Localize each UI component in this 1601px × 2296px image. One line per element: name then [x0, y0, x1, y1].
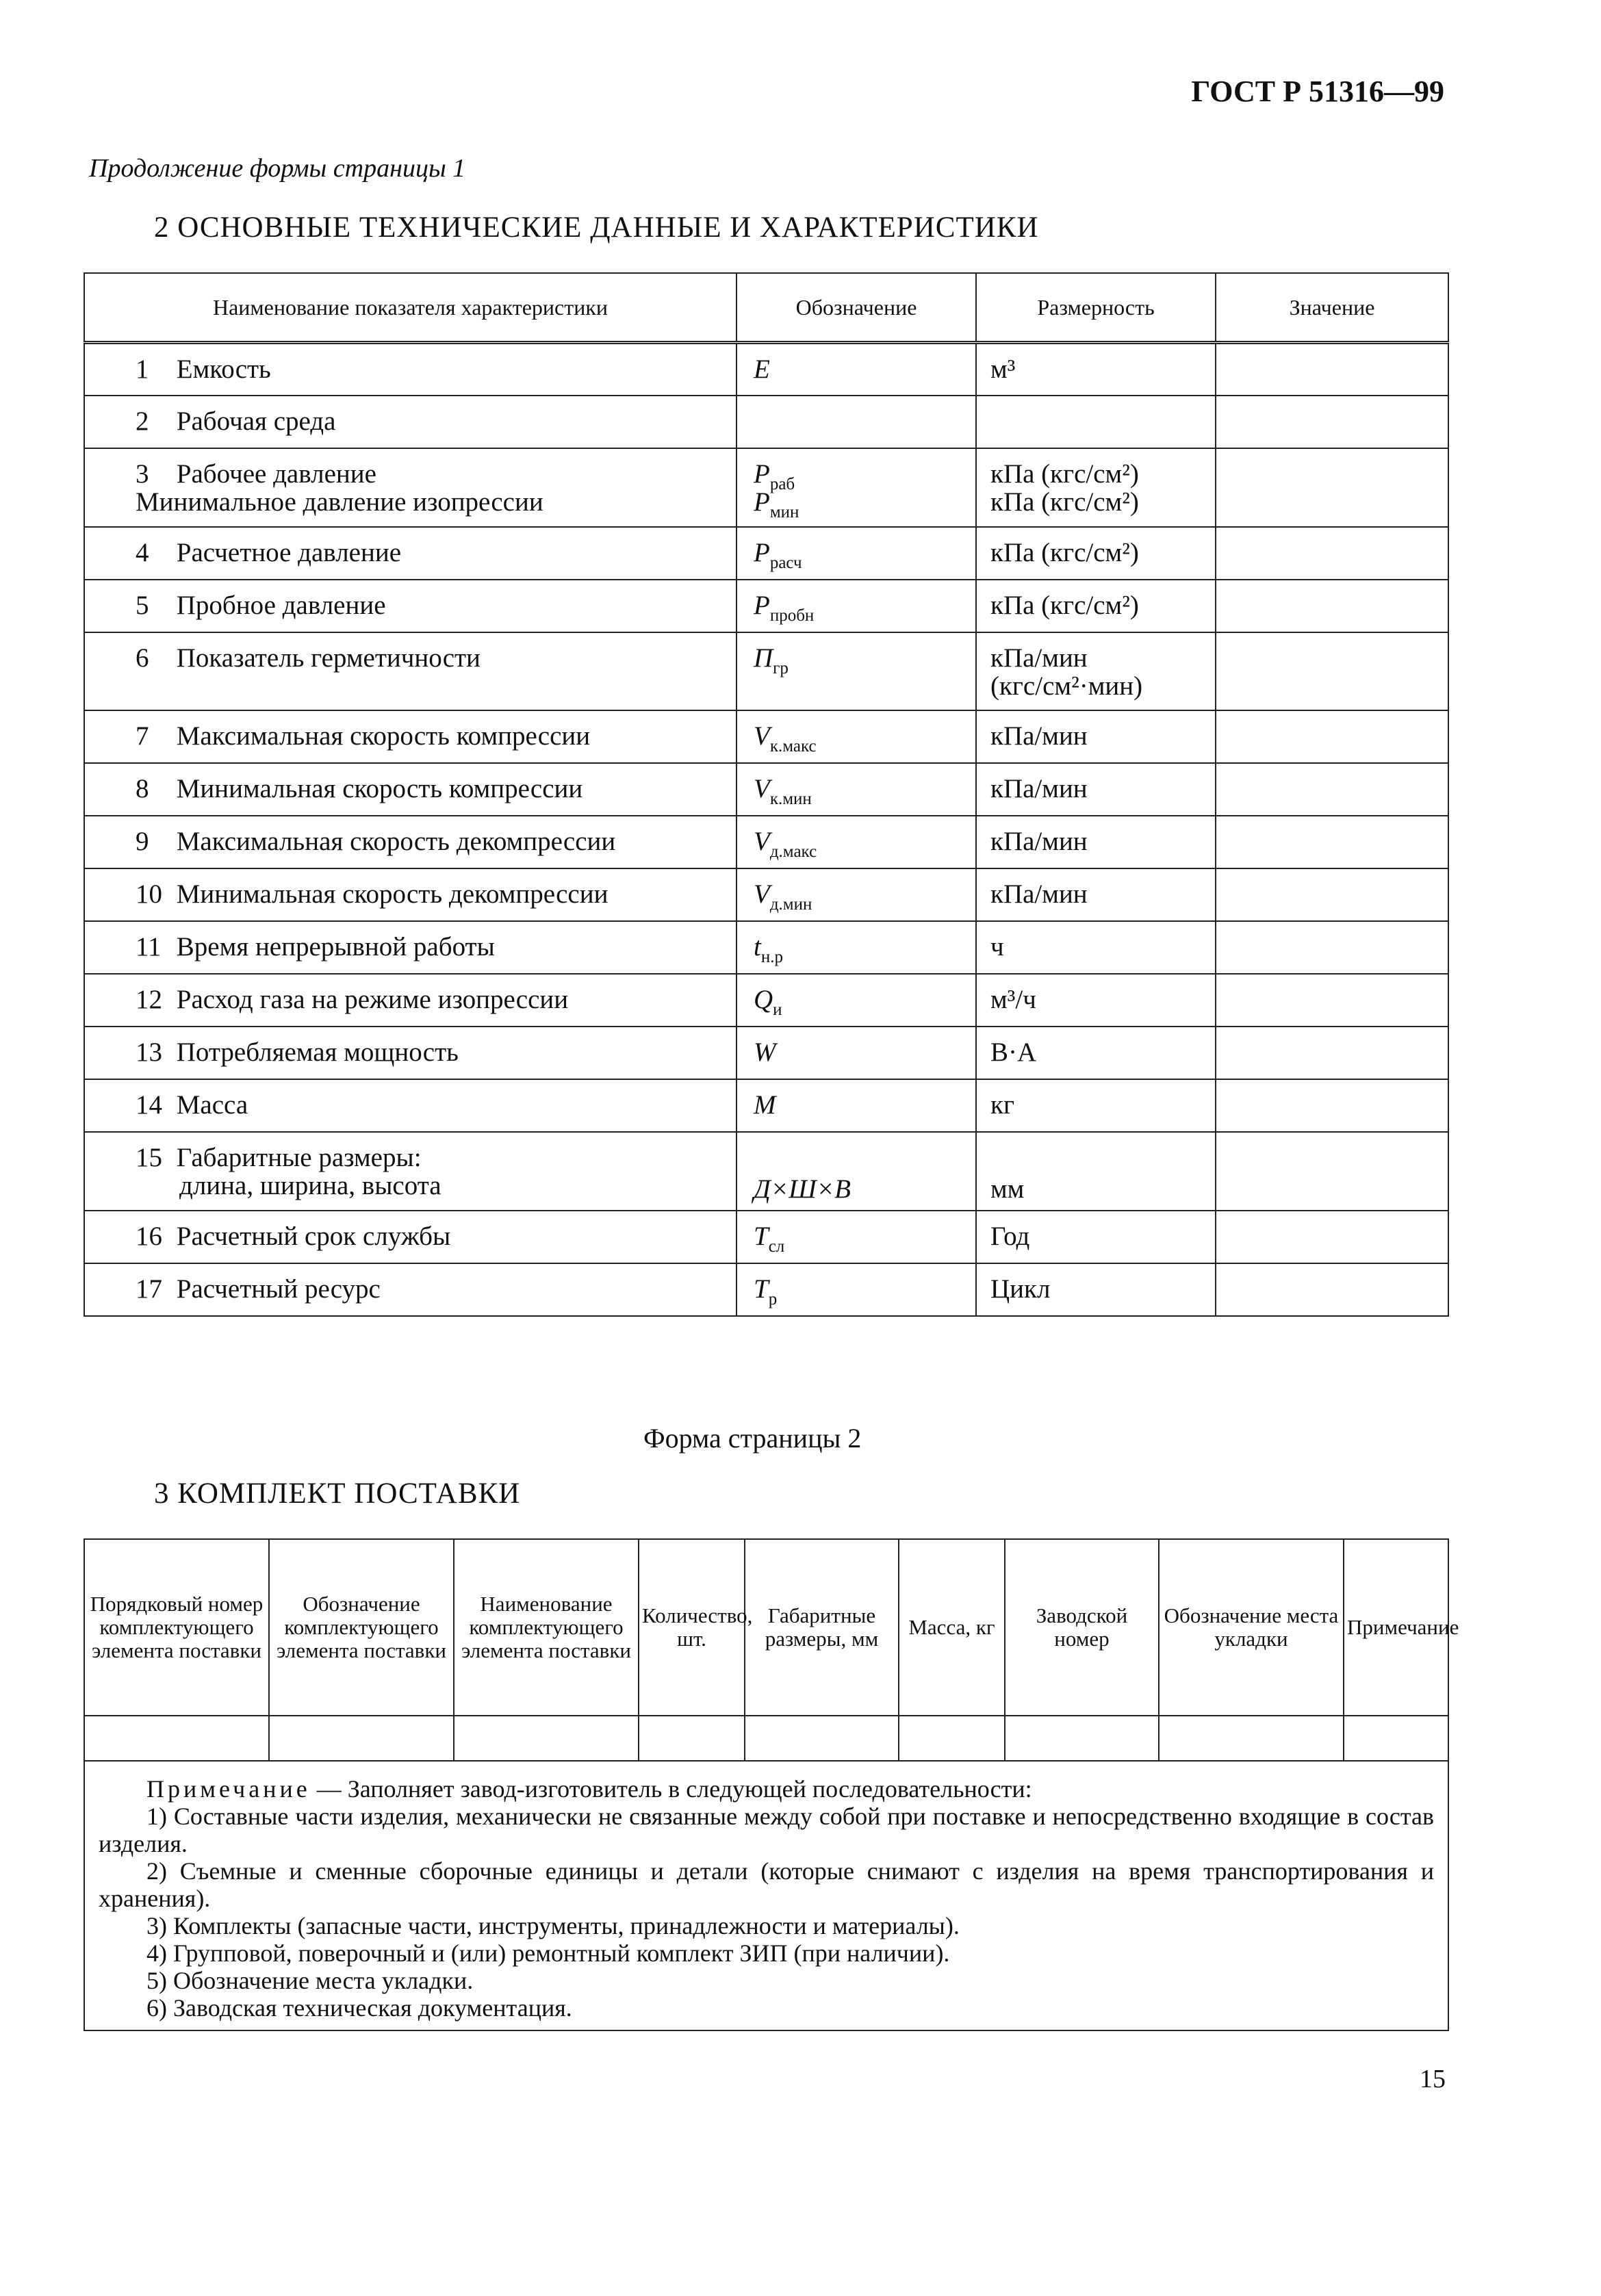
- table-row: [84, 1132, 1448, 1211]
- table-row: [84, 1716, 1448, 1761]
- empty-cell: [899, 1716, 1005, 1761]
- characteristic-value: [1216, 868, 1448, 921]
- characteristic-unit: В·А: [976, 1027, 1216, 1079]
- characteristic-unit: мм: [976, 1132, 1216, 1211]
- characteristic-name: 15 Габаритные размеры: длина, ширина, высота: [84, 1132, 737, 1211]
- characteristic-value: [1216, 921, 1448, 974]
- column-header: Количество, шт.: [639, 1539, 745, 1716]
- empty-cell: [269, 1716, 454, 1761]
- table-row: [84, 868, 1448, 921]
- characteristic-value: [1216, 448, 1448, 527]
- section3-title: 3 КОМПЛЕКТ ПОСТАВКИ: [154, 1478, 521, 1510]
- characteristic-symbol: $t_{н.р}$: [737, 921, 976, 974]
- characteristic-symbol: $V_{к.мин}$: [737, 763, 976, 816]
- note-item: 5) Обозначение места укладки.: [146, 1967, 474, 1994]
- characteristic-symbol: [737, 396, 976, 448]
- characteristic-unit: кПа/мин: [976, 763, 1216, 816]
- note-item: 4) Групповой, поверочный и (или) ремонтный комплект ЗИП (при наличии).: [146, 1939, 950, 1967]
- page-number: 15: [1420, 2065, 1446, 2093]
- table-row: [84, 921, 1448, 974]
- table-row: [84, 1263, 1448, 1316]
- characteristic-symbol: $T_р$: [737, 1263, 976, 1316]
- column-header: Обозначение: [737, 273, 976, 343]
- characteristic-value: [1216, 974, 1448, 1027]
- characteristic-name: 17 Расчетный ресурс: [84, 1263, 737, 1316]
- characteristic-value: [1216, 1211, 1448, 1263]
- empty-cell: [745, 1716, 899, 1761]
- characteristic-unit: Цикл: [976, 1263, 1216, 1316]
- characteristic-symbol: $T_{сл}$: [737, 1211, 976, 1263]
- characteristic-symbol: $P_{раб}$ $P_{мин}$: [737, 448, 976, 527]
- characteristic-symbol: $V_{д.мин}$: [737, 868, 976, 921]
- column-header: Наименование показателя характеристики: [84, 273, 737, 343]
- technical-data-table: [84, 272, 1449, 1317]
- characteristic-symbol: $Q_и$: [737, 974, 976, 1027]
- column-header: Заводской номер: [1005, 1539, 1159, 1716]
- characteristic-value: [1216, 396, 1448, 448]
- characteristic-name: 16 Расчетный срок службы: [84, 1211, 737, 1263]
- characteristic-value: [1216, 1027, 1448, 1079]
- characteristic-value: [1216, 763, 1448, 816]
- supply-kit-table: [84, 1538, 1459, 2031]
- characteristic-name: 3 Рабочее давление Минимальное давление изопрессии: [84, 448, 737, 527]
- table-row: [84, 1027, 1448, 1079]
- characteristic-name: 14 Масса: [84, 1079, 737, 1132]
- characteristic-name: 6 Показатель герметичности: [84, 632, 737, 710]
- table-row: [84, 1211, 1448, 1263]
- characteristic-name: 10 Минимальная скорость декомпрессии: [84, 868, 737, 921]
- characteristic-name: 9 Максимальная скорость декомпрессии: [84, 816, 737, 868]
- table-row: [84, 396, 1448, 448]
- characteristic-unit: [976, 396, 1216, 448]
- characteristic-name: 5 Пробное давление: [84, 580, 737, 632]
- column-header: Значение: [1216, 273, 1448, 343]
- table-row: [84, 448, 1448, 527]
- characteristic-value: [1216, 632, 1448, 710]
- characteristic-unit: кПа/мин (кгс/см²·мин): [976, 632, 1216, 710]
- table-row: [84, 816, 1448, 868]
- table-header-row: [84, 273, 1448, 343]
- table-row: [84, 763, 1448, 816]
- characteristic-value: [1216, 710, 1448, 763]
- note-row: [84, 1761, 1448, 2030]
- characteristic-value: [1216, 1132, 1448, 1211]
- characteristic-value: [1216, 1079, 1448, 1132]
- column-header: Примечание: [1344, 1539, 1448, 1716]
- characteristic-unit: кПа (кгс/см²): [976, 580, 1216, 632]
- page2-form-label: Форма страницы 2: [643, 1423, 862, 1454]
- characteristic-name: 2 Рабочая среда: [84, 396, 737, 448]
- table-row: [84, 974, 1448, 1027]
- note-item: 3) Комплекты (запасные части, инструменты, принадлежности и материалы).: [146, 1912, 960, 1939]
- column-header: Размерность: [976, 273, 1216, 343]
- characteristic-name: 1 Емкость: [84, 343, 737, 396]
- characteristic-unit: кг: [976, 1079, 1216, 1132]
- characteristic-value: [1216, 343, 1448, 396]
- characteristic-unit: кПа/мин: [976, 710, 1216, 763]
- note-intro: Примечание — Заполняет завод-изготовитель в следующей последовательности:: [146, 1775, 1032, 1803]
- characteristic-value: [1216, 527, 1448, 580]
- empty-cell: [454, 1716, 639, 1761]
- characteristic-symbol: M: [737, 1079, 976, 1132]
- characteristic-name: 8 Минимальная скорость компрессии: [84, 763, 737, 816]
- column-header: Обозначение места укладки: [1159, 1539, 1344, 1716]
- column-header: Наименование комплектующего элемента поставки: [454, 1539, 639, 1716]
- table-row: [84, 632, 1448, 710]
- column-header: Габаритные размеры, мм: [745, 1539, 899, 1716]
- supply-note: [84, 1761, 1448, 2030]
- characteristic-name: 13 Потребляемая мощность: [84, 1027, 737, 1079]
- section2-title: 2 ОСНОВНЫЕ ТЕХНИЧЕСКИЕ ДАННЫЕ И ХАРАКТЕРИСТИКИ: [154, 211, 1039, 244]
- characteristic-symbol: Д×Ш×В: [737, 1132, 976, 1211]
- characteristic-symbol: $П_{гр}$: [737, 632, 976, 710]
- table-header-row: [84, 1539, 1448, 1716]
- characteristic-value: [1216, 580, 1448, 632]
- empty-cell: [1159, 1716, 1344, 1761]
- characteristic-unit: м³: [976, 343, 1216, 396]
- column-header: Масса, кг: [899, 1539, 1005, 1716]
- table-row: [84, 343, 1448, 396]
- table-row: [84, 1079, 1448, 1132]
- characteristic-unit: кПа (кгс/см²): [976, 527, 1216, 580]
- empty-cell: [1005, 1716, 1159, 1761]
- characteristic-symbol: W: [737, 1027, 976, 1079]
- characteristic-unit: кПа/мин: [976, 868, 1216, 921]
- characteristic-symbol: $P_{расч}$: [737, 527, 976, 580]
- document-code: ГОСТ Р 51316—99: [1191, 75, 1444, 108]
- characteristic-unit: кПа (кгс/см²) кПа (кгс/см²): [976, 448, 1216, 527]
- characteristic-symbol: $V_{д.макс}$: [737, 816, 976, 868]
- characteristic-symbol: E: [737, 343, 976, 396]
- characteristic-name: 7 Максимальная скорость компрессии: [84, 710, 737, 763]
- table-row: [84, 710, 1448, 763]
- note-item: 1) Составные части изделия, механически не связанные между собой при поставке и непосредственно входящие в состав изделия.: [99, 1803, 1434, 1857]
- empty-cell: [1344, 1716, 1448, 1761]
- characteristic-name: 12 Расход газа на режиме изопрессии: [84, 974, 737, 1027]
- characteristic-unit: Год: [976, 1211, 1216, 1263]
- note-item: 6) Заводская техническая документация.: [146, 1994, 572, 2022]
- characteristic-symbol: $V_{к.макс}$: [737, 710, 976, 763]
- table-row: [84, 580, 1448, 632]
- table-row: [84, 527, 1448, 580]
- characteristic-unit: м³/ч: [976, 974, 1216, 1027]
- column-header: Обозначение комплектующего элемента поставки: [269, 1539, 454, 1716]
- continuation-caption: Продолжение формы страницы 1: [89, 154, 466, 183]
- characteristic-unit: ч: [976, 921, 1216, 974]
- note-item: 2) Съемные и сменные сборочные единицы и детали (которые снимают с изделия на время транспортирования и хранения).: [99, 1857, 1434, 1912]
- characteristic-value: [1216, 1263, 1448, 1316]
- characteristic-name: 11 Время непрерывной работы: [84, 921, 737, 974]
- characteristic-symbol: $P_{пробн}$: [737, 580, 976, 632]
- empty-cell: [84, 1716, 269, 1761]
- characteristic-unit: кПа/мин: [976, 816, 1216, 868]
- empty-cell: [639, 1716, 745, 1761]
- characteristic-value: [1216, 816, 1448, 868]
- characteristic-name: 4 Расчетное давление: [84, 527, 737, 580]
- column-header: Порядковый номер комплектующего элемента поставки: [84, 1539, 269, 1716]
